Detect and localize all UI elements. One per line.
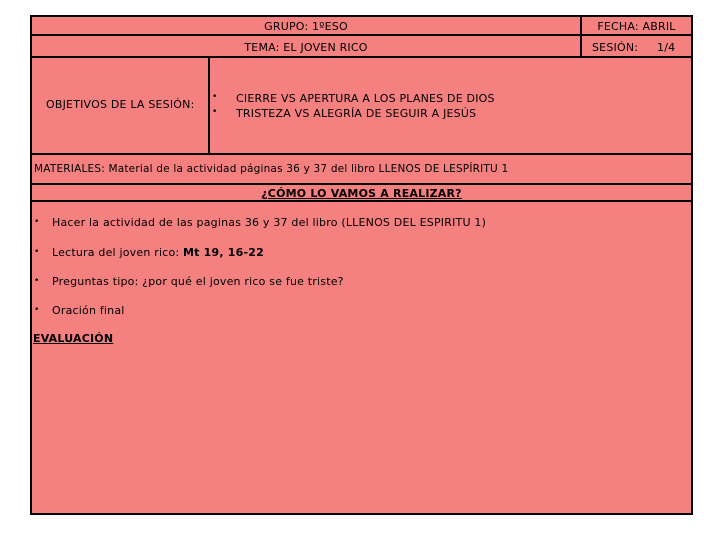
tema-text: TEMA: EL JOVEN RICO xyxy=(244,41,368,54)
bullet-icon: • xyxy=(34,247,40,257)
como-item-1: Hacer la actividad de las paginas 36 y 37 del libro (LLENOS DEL ESPIRITU 1) xyxy=(52,216,487,229)
fecha-cell xyxy=(580,15,693,36)
tema-cell xyxy=(30,34,582,58)
bullet-icon: • xyxy=(212,92,218,102)
como-item-2 xyxy=(52,246,264,259)
como-body-cell xyxy=(30,200,693,515)
fecha-text: FECHA: ABRIL xyxy=(597,20,676,33)
como-title: ¿CÓMO LO VAMOS A REALIZAR? xyxy=(261,187,462,200)
sesion-cell xyxy=(580,34,693,58)
bullet-icon: • xyxy=(34,305,40,315)
grupo-cell xyxy=(30,15,582,36)
como-item-2-ref: Mt 19, 16-22 xyxy=(183,246,264,259)
objetivos-label-cell xyxy=(30,56,210,155)
materiales-text: MATERIALES: Material de la actividad páginas 36 y 37 del libro LLENOS DE LESPÍRITU 1 xyxy=(34,163,509,175)
como-item-3: Preguntas tipo: ¿por qué el joven rico se fue triste? xyxy=(52,275,344,288)
como-item-2-text: Lectura del joven rico: xyxy=(52,246,183,259)
como-item-4: Oración final xyxy=(52,304,125,317)
materiales-cell xyxy=(30,153,693,185)
grupo-text: GRUPO: 1ºESO xyxy=(264,20,348,33)
sesion-label: SESIÓN: xyxy=(592,41,639,54)
objetivos-label: OBJETIVOS DE LA SESIÓN: xyxy=(46,98,195,111)
bullet-icon: • xyxy=(212,107,218,117)
bullet-icon: • xyxy=(34,217,40,227)
sesion-value: 1/4 xyxy=(657,41,676,54)
evaluacion-heading: EVALUACIÓN xyxy=(33,332,114,345)
bullet-icon: • xyxy=(34,276,40,286)
objetivos-list-cell xyxy=(208,56,693,155)
objetivo-item-1: CIERRE VS APERTURA A LOS PLANES DE DIOS xyxy=(236,92,495,105)
objetivo-item-2: TRISTEZA VS ALEGRÍA DE SEGUIR A JESÚS xyxy=(236,107,477,120)
